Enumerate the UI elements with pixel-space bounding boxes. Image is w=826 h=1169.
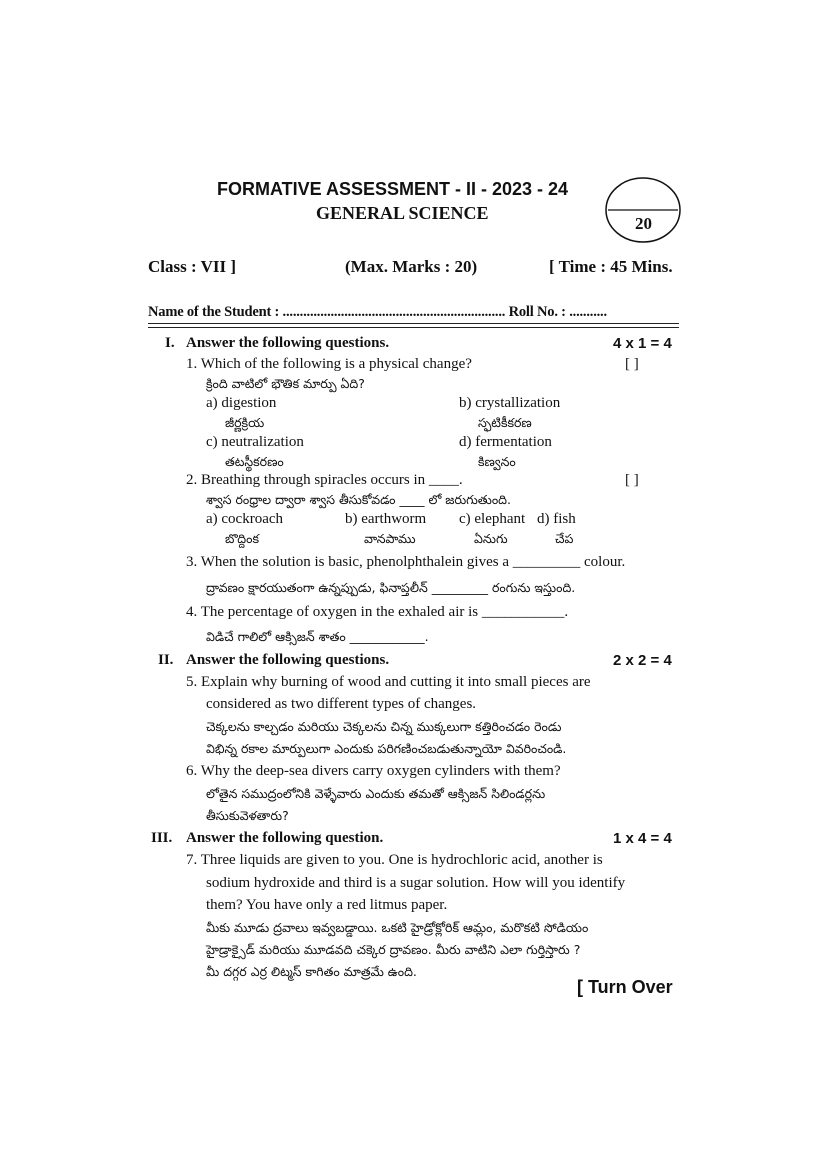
section-3-number: III.	[151, 830, 173, 846]
q2-answer-bracket: [ ]	[625, 472, 639, 488]
q7-text-line-2: sodium hydroxide and third is a sugar solution. How will you identify	[206, 875, 626, 891]
q2-option-c-telugu: ఏనుగు	[474, 531, 508, 546]
q1-option-b: b) crystallization	[459, 395, 561, 411]
q1-answer-bracket: [ ]	[625, 356, 639, 372]
q1-option-c: c) neutralization	[206, 434, 304, 450]
q1-option-c-telugu: తటస్థీకరణం	[225, 454, 284, 469]
divider-bottom	[148, 327, 679, 328]
q7-telugu-line-3: మీ దగ్గర ఎర్ర లిట్మస్ కాగితం మాత్రమే ఉంది.	[206, 964, 417, 979]
section-1-title: Answer the following questions.	[186, 335, 390, 351]
q6-telugu-line-2: తీసుకువెళతారు?	[206, 808, 289, 823]
q1-text: 1. Which of the following is a physical change?	[186, 356, 472, 372]
q2-option-b-telugu: వానపాము	[364, 531, 416, 546]
section-2-title: Answer the following questions.	[186, 652, 390, 668]
q7-text-line-3: them? You have only a red litmus paper.	[206, 897, 448, 913]
total-marks: 20	[635, 214, 652, 233]
q2-text: 2. Breathing through spiracles occurs in ____.	[186, 472, 463, 488]
q1-option-a: a) digestion	[206, 395, 277, 411]
section-3-marks: 1 x 4 = 4	[613, 830, 672, 847]
q1-option-d: d) fermentation	[459, 434, 552, 450]
q7-telugu-line-1: మీకు మూడు ద్రవాలు ఇవ్వబడ్డాయి. ఒకటి హైడ్రోక్లోరిక్ ఆమ్లం, మరొకటి సోడియం	[206, 920, 589, 935]
turn-over-note: [ Turn Over	[577, 977, 673, 997]
q6-text: 6. Why the deep-sea divers carry oxygen cylinders with them?	[186, 763, 561, 779]
subject-title: GENERAL SCIENCE	[316, 203, 489, 223]
section-2-number: II.	[158, 652, 174, 668]
student-name-line: Name of the Student : ................................................................. Roll No. : ...........	[148, 304, 607, 320]
q5-telugu-line-2: విభిన్న రకాల మార్పులుగా ఎందుకు పరిగణించబడుతున్నాయో వివరించండి.	[206, 741, 567, 756]
q5-text-line-1: 5. Explain why burning of wood and cutting it into small pieces are	[186, 674, 591, 690]
q2-option-a-telugu: బొద్దింక	[225, 531, 259, 546]
q2-option-d-telugu: చేప	[555, 531, 574, 546]
q3-text: 3. When the solution is basic, phenolphthalein gives a _________ colour.	[186, 554, 626, 570]
time-limit: [ Time : 45 Mins.	[549, 257, 673, 276]
divider-top	[148, 323, 679, 324]
q7-text-line-1: 7. Three liquids are given to you. One is hydrochloric acid, another is	[186, 852, 603, 868]
section-1-number: I.	[165, 335, 175, 351]
class-label: Class : VII ]	[148, 257, 237, 276]
section-2-marks: 2 x 2 = 4	[613, 652, 672, 669]
q6-telugu-line-1: లోతైన సముద్రంలోనికి వెళ్ళేవారు ఎందుకు తమతో ఆక్సిజన్ సిలిండర్లను	[206, 786, 546, 801]
q1-option-d-telugu: కిణ్వనం	[478, 454, 516, 469]
exam-title: FORMATIVE ASSESSMENT - II - 2023 - 24	[217, 179, 569, 199]
q1-option-a-telugu: జీర్ణక్రియ	[225, 415, 265, 430]
section-3-title: Answer the following question.	[186, 830, 384, 846]
max-marks: (Max. Marks : 20)	[345, 257, 478, 276]
q5-text-line-2: considered as two different types of changes.	[206, 696, 477, 712]
q2-option-c: c) elephant	[459, 511, 526, 527]
q2-telugu: శ్వాస రంధ్రాల ద్వారా శ్వాస తీసుకోవడం ____ లో జరుగుతుంది.	[206, 492, 511, 507]
q2-option-a: a) cockroach	[206, 511, 284, 527]
section-1-marks: 4 x 1 = 4	[613, 335, 672, 352]
q4-text: 4. The percentage of oxygen in the exhaled air is ___________.	[186, 604, 569, 620]
q2-option-b: b) earthworm	[345, 511, 427, 527]
q3-telugu: ద్రావణం క్షారయుతంగా ఉన్నప్పుడు, ఫినాప్తలీన్ _________ రంగును ఇస్తుంది.	[206, 580, 576, 595]
q7-telugu-line-2: హైడ్రాక్సైడ్ మరియు మూడవది చక్కెర ద్రావణం. మీరు వాటిని ఎలా గుర్తిస్తారు ?	[206, 942, 581, 957]
q1-telugu: క్రింది వాటిలో భౌతిక మార్పు ఏది?	[206, 376, 365, 391]
q4-telugu: విడిచే గాలిలో ఆక్సిజన్ శాతం ____________.	[206, 629, 429, 644]
q5-telugu-line-1: చెక్కలను కాల్చడం మరియు చెక్కలను చిన్న ముక్కలుగా కత్తిరించడం రెండు	[206, 719, 562, 734]
q1-option-b-telugu: స్ఫటికీకరణ	[478, 415, 532, 430]
q2-option-d: d) fish	[537, 511, 576, 527]
